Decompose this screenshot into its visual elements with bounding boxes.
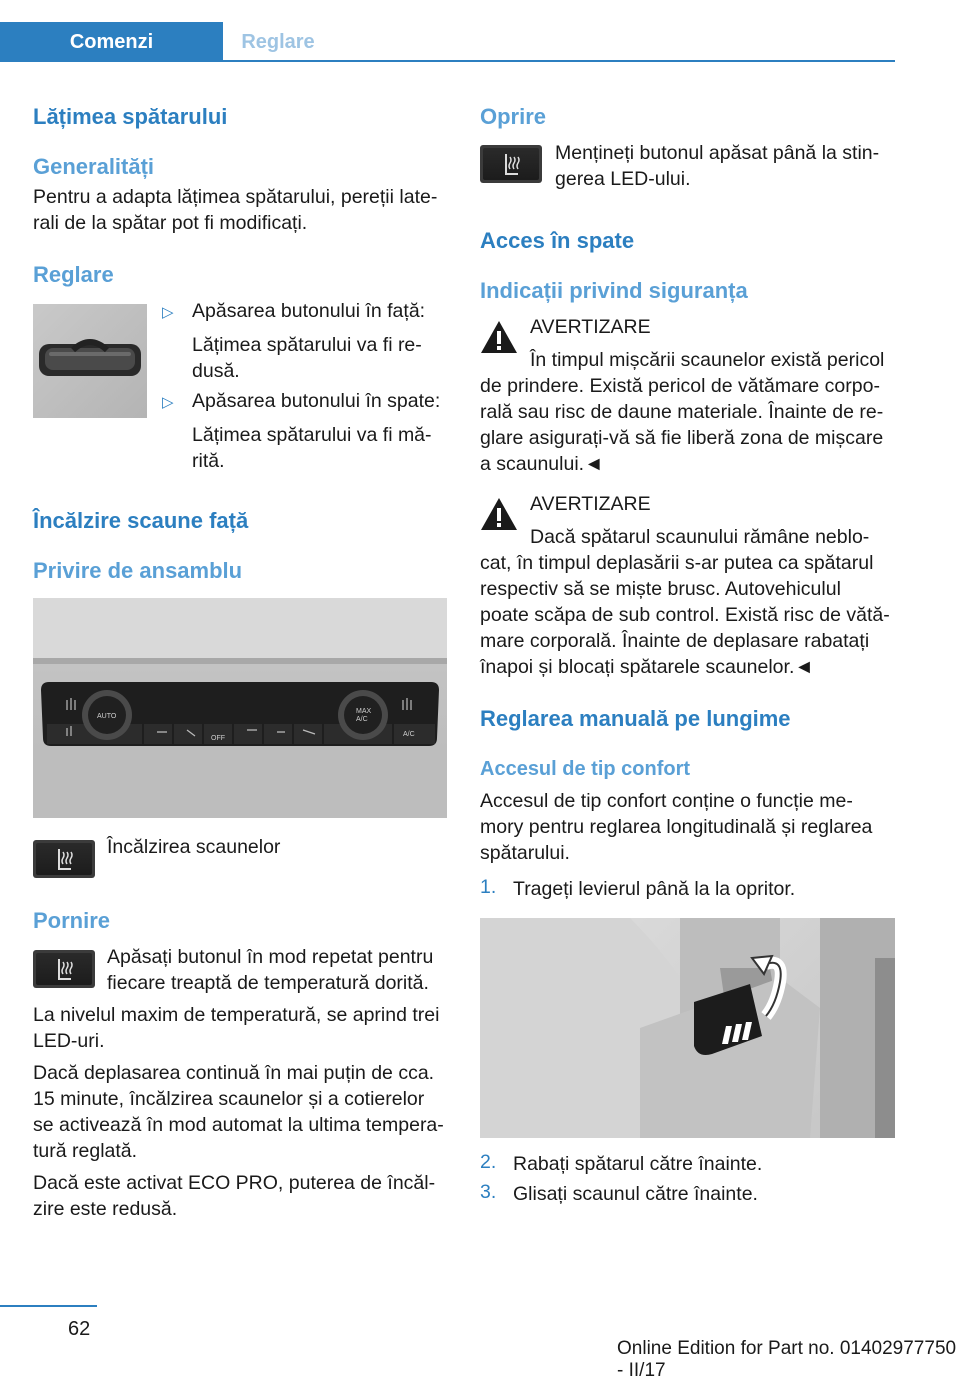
paragraph-eco-pro	[33, 1170, 435, 1222]
seat-lever-illustration	[480, 918, 895, 1138]
text-line: fiecare treaptă de temperatură dorită.	[107, 972, 429, 994]
footer-divider	[0, 1305, 97, 1307]
list-bullet-triangle-icon: ▷	[162, 394, 174, 411]
step-number: 3.	[480, 1181, 497, 1203]
text-line: Dacă spătarul scaunului rămâne neblo-	[530, 526, 870, 548]
warning-2-text	[480, 524, 890, 680]
list-item-desc: Lățimea spătarului va fi re-	[192, 334, 422, 356]
header-bar	[0, 0, 895, 62]
heading-accesul-confort: Accesul de tip confort	[480, 758, 691, 780]
seat-heating-button-image	[33, 840, 95, 878]
text-line: Mențineți butonul apăsat până la stin-	[555, 142, 880, 164]
text-line: înapoi și blocați spătarele scaunelor.◄	[480, 656, 814, 678]
page-number: 62	[68, 1318, 91, 1340]
step-2-text: Rabați spătarul către înainte.	[513, 1153, 763, 1175]
text-line: În timpul mișcării scaunelor există pericol	[530, 349, 885, 371]
text-line: Dacă este activat ECO PRO, puterea de încăl-	[33, 1172, 436, 1194]
text-line: spătarului.	[480, 842, 570, 864]
seat-heating-button-image	[33, 950, 95, 988]
text-line: zire este redusă.	[33, 1198, 178, 1220]
climate-control-panel-image	[33, 598, 447, 818]
text-line: Pentru a adapta lățimea spătarului, pereții late-	[33, 186, 438, 208]
auto-label: AUTO	[97, 713, 117, 720]
text-line: cat, în timpul deplasării s-ar putea ca spătarul	[480, 552, 874, 574]
warning-2-title: AVERTIZARE	[530, 493, 651, 515]
max-label: MAX	[356, 708, 372, 715]
heading-reglare: Reglare	[33, 262, 114, 287]
text-line: mory pentru reglarea longitudinală și reglarea	[480, 816, 873, 838]
text-line: Accesul de tip confort conține o funcție me-	[480, 790, 853, 812]
text-line: rali de la spătar pot fi modificați.	[33, 212, 308, 234]
step-number: 2.	[480, 1151, 497, 1173]
text-line: respectiv să se miște brusc. Autovehiculul	[480, 578, 841, 600]
ac-small-label: A/C	[356, 716, 368, 723]
tab-reglare[interactable]: Reglare	[241, 31, 315, 53]
list-item-spate	[192, 388, 440, 474]
text-line: de prindere. Există pericol de vătămare corpo-	[480, 375, 880, 397]
seat-lever-image	[480, 918, 895, 1138]
ac-label: A/C	[403, 731, 415, 738]
seat-heating-button-image	[480, 145, 542, 183]
heading-acces-in-spate: Acces în spate	[480, 228, 635, 253]
list-item-desc: Lățimea spătarului va fi mă-	[192, 424, 432, 446]
heading-reglarea-manuala: Reglarea manuală pe lungime	[480, 706, 791, 731]
caption-incalzirea-scaunelor: Încălzirea scaunelor	[107, 836, 281, 858]
step-1-text: Trageți levierul până la la opritor.	[513, 878, 796, 900]
tab-comenzi[interactable]: Comenzi	[0, 22, 223, 62]
text-line: poate scăpa de sub control. Există risc de vătă-	[480, 604, 890, 626]
heading-indicatii-siguranta: Indicații privind siguranța	[480, 278, 748, 303]
backrest-button-icon	[33, 304, 147, 418]
text-line: Apăsați butonul în mod repetat pentru	[107, 946, 434, 968]
warning-1-title: AVERTIZARE	[530, 316, 651, 338]
text-line: LED-uri.	[33, 1030, 105, 1052]
text-line: gerea LED-ului.	[555, 168, 691, 190]
paragraph-nivel-maxim	[33, 1002, 439, 1054]
heading-oprire: Oprire	[480, 104, 547, 129]
paragraph-deplasare	[33, 1060, 444, 1164]
heading-generalitati: Generalități	[33, 154, 155, 179]
paragraph-accesul-confort	[480, 788, 872, 866]
text-line: se activează în mod automat la ultima tempera-	[33, 1114, 444, 1136]
backrest-width-button-image	[33, 304, 147, 418]
step-number: 1.	[480, 876, 497, 898]
heading-pornire: Pornire	[33, 908, 111, 933]
heading-incalzire-scaune-fata: Încălzire scaune față	[33, 508, 249, 533]
list-bullet-triangle-icon: ▷	[162, 304, 174, 321]
climate-panel-illustration	[33, 598, 447, 818]
text-line: rală sau risc de daune materiale. Înainte de re-	[480, 401, 884, 423]
list-item-desc: dusă.	[192, 360, 240, 382]
paragraph-pornire	[107, 944, 433, 996]
text-line: 15 minute, încălzirea scaunelor și a cotierelor	[33, 1088, 425, 1110]
text-line: a scaunului.◄	[480, 453, 604, 475]
text-line: tură reglată.	[33, 1140, 138, 1162]
heading-privire-de-ansamblu: Privire de ansamblu	[33, 558, 243, 583]
list-item-title: Apăsarea butonului în spate:	[192, 390, 441, 412]
footer-edition: Online Edition for Part no. 01402977750 - II/17	[617, 1338, 957, 1381]
list-item-title: Apăsarea butonului în față:	[192, 300, 426, 322]
text-line: mare corporală. Înainte de deplasare rabatați	[480, 630, 870, 652]
seat-heating-icon	[33, 950, 95, 988]
step-3-text: Glisați scaunul către înainte.	[513, 1183, 758, 1205]
header-divider	[0, 60, 895, 62]
off-label: OFF	[211, 735, 225, 742]
heading-latimea-spatarului: Lățimea spătarului	[33, 104, 228, 129]
list-item-fata	[192, 298, 425, 384]
paragraph-oprire	[555, 140, 879, 192]
list-item-desc: rită.	[192, 450, 225, 472]
text-line: La nivelul maxim de temperatură, se aprind trei	[33, 1004, 440, 1026]
seat-heating-icon	[480, 145, 542, 183]
text-line: Dacă deplasarea continuă în mai puțin de cca.	[33, 1062, 435, 1084]
warning-1-text	[480, 347, 884, 477]
text-line: glare asigurați-vă să fie liberă zona de mișcare	[480, 427, 884, 449]
seat-heating-icon	[33, 840, 95, 878]
paragraph-generalitati	[33, 184, 437, 236]
